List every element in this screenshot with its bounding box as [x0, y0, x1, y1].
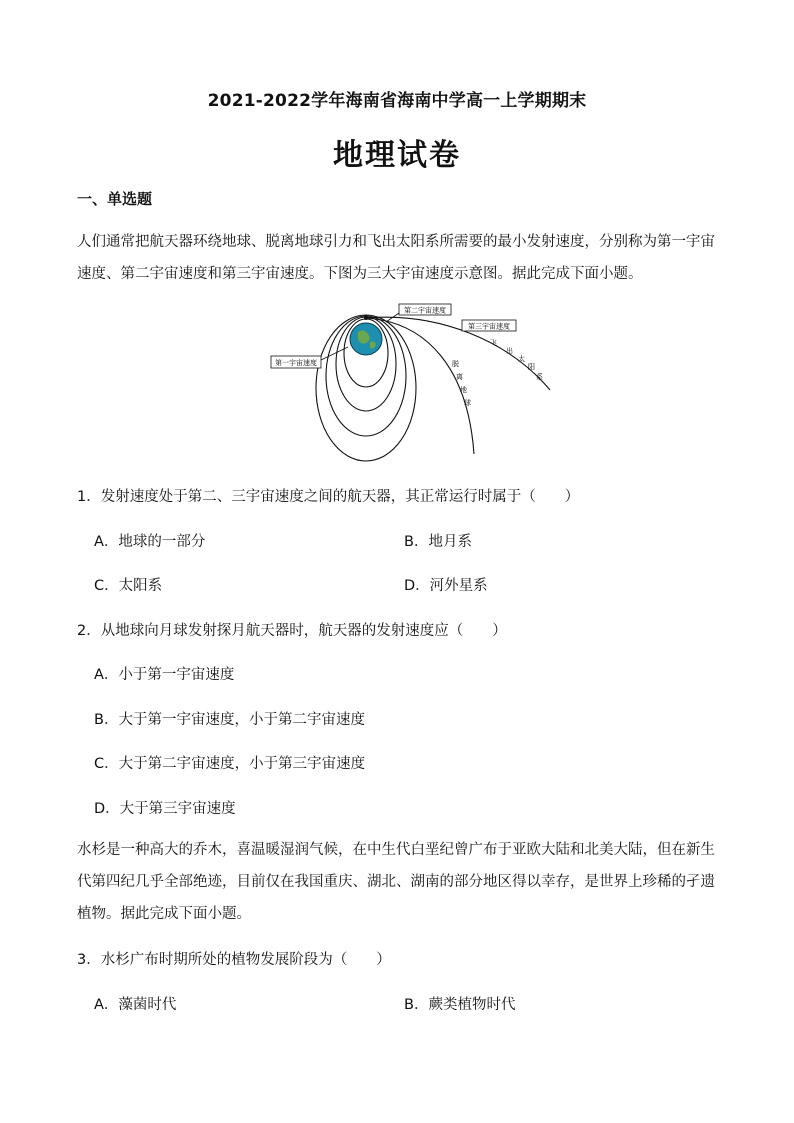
question-3-option-b: B．蕨类植物时代 [404, 997, 516, 1013]
question-1-option-a: A．地球的一部分 [94, 534, 206, 550]
third-velocity-label: 第三宇宙速度 [468, 322, 510, 331]
escape-earth-char-3: 地 [460, 386, 467, 394]
cosmic-velocity-diagram [268, 300, 554, 468]
exam-title: 2021-2022学年海南省海南中学高一上学期期末 [207, 91, 587, 111]
question-3-option-a: A．藻菌时代 [94, 997, 177, 1013]
subject-title: 地理试卷 [333, 138, 461, 173]
passage-2 [77, 834, 725, 930]
section-heading: 一、单选题 [77, 190, 153, 208]
escape-earth-char-4: 球 [464, 399, 471, 407]
question-2-option-b: B．大于第一宇宙速度，小于第二宇宙速度 [94, 712, 365, 728]
escape-sun-char-4: 阳 [528, 363, 535, 371]
escape-sun-char-5: 系 [536, 373, 543, 381]
passage-1-line-2: 速度、第二宇宙速度和第三宇宙速度。下图为三大宇宙速度示意图。据此完成下面小题。 [77, 266, 643, 282]
escape-earth-char-1: 脱 [452, 360, 459, 368]
question-2-option-a: A．小于第一宇宙速度 [94, 667, 235, 683]
passage-1 [77, 226, 725, 290]
question-1-stem: 1．发射速度处于第二、三宇宙速度之间的航天器，其正常运行时属于（ ） [77, 489, 580, 505]
question-1-option-d: D．河外星系 [404, 578, 488, 594]
question-1-option-b: B．地月系 [404, 534, 472, 550]
first-velocity-label: 第一宇宙速度 [275, 359, 317, 367]
question-3-stem: 3．水杉广布时期所处的植物发展阶段为（ ） [77, 952, 391, 968]
passage-1-line-1: 人们通常把航天器环绕地球、脱离地球引力和飞出太阳系所需要的最小发射速度，分别称为第一宇宙 [77, 234, 715, 250]
passage-2-line-2: 代第四纪几乎全部绝迹，目前仅在我国重庆、湖北、湖南的部分地区得以幸存，是世界上珍稀的孑遗 [77, 874, 715, 890]
question-1-option-c: C．太阳系 [94, 578, 163, 594]
escape-sun-char-1: 飞 [490, 339, 497, 347]
escape-sun-char-3: 太 [518, 355, 525, 363]
second-velocity-label: 第二宇宙速度 [404, 306, 446, 315]
question-2-stem: 2．从地球向月球发射探月航天器时，航天器的发射速度应（ ） [77, 623, 507, 639]
question-2-option-c: C．大于第二宇宙速度，小于第三宇宙速度 [94, 756, 366, 772]
launch-point [364, 316, 368, 320]
passage-2-line-1: 水杉是一种高大的乔木，喜温暖湿润气候，在中生代白垩纪曾广布于亚欧大陆和北美大陆，但在新生 [77, 842, 715, 858]
escape-sun-char-2: 出 [506, 347, 513, 355]
escape-earth-char-2: 离 [456, 373, 463, 381]
question-2-option-d: D．大于第三宇宙速度 [94, 801, 236, 817]
passage-2-line-3: 植物。据此完成下面小题。 [77, 906, 251, 922]
